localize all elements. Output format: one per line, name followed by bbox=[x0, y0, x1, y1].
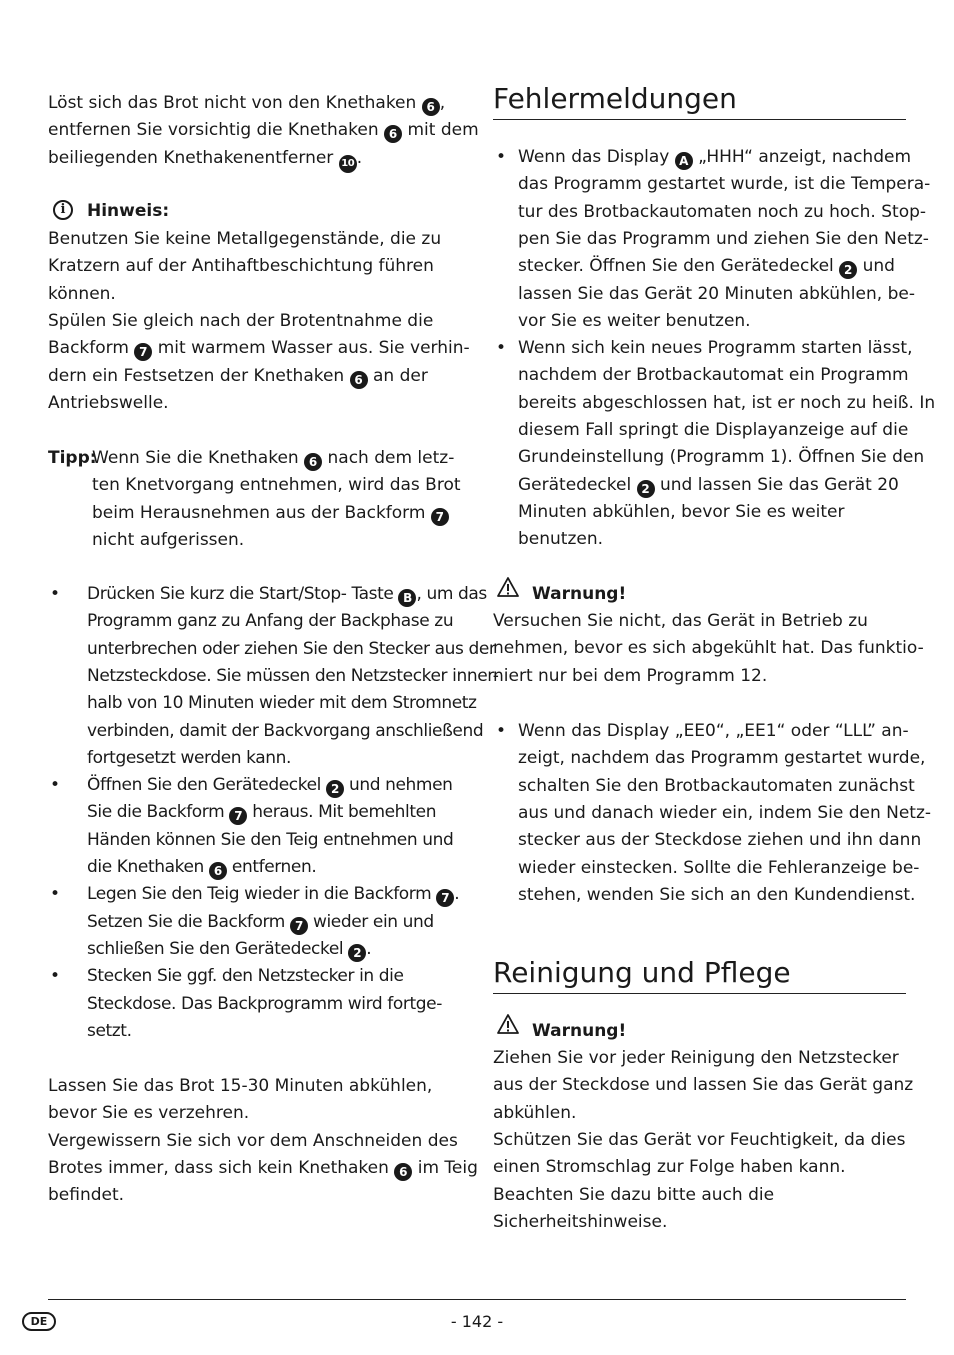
text-line bbox=[87, 611, 453, 631]
text-segment: Schützen Sie das Gerät vor Feuchtigkeit, da dies bbox=[493, 1129, 906, 1150]
text-line bbox=[518, 803, 931, 823]
reference-number-icon: 2 bbox=[326, 780, 344, 798]
text-segment: Versuchen Sie nicht, das Gerät in Betrieb zu bbox=[493, 611, 868, 631]
text-line bbox=[87, 994, 442, 1014]
text-line bbox=[518, 776, 915, 796]
text-line bbox=[48, 256, 434, 276]
text-segment: Wenn sich kein neues Programm starten lässt, bbox=[518, 338, 913, 359]
text-line bbox=[48, 1185, 124, 1205]
reference-number-icon: 6 bbox=[394, 1163, 412, 1181]
text-line bbox=[87, 966, 404, 986]
text-line bbox=[493, 1212, 667, 1232]
reference-number-icon: 2 bbox=[839, 261, 857, 279]
text-segment: wieder ein und bbox=[307, 911, 434, 932]
reference-number-icon: 2 bbox=[637, 480, 655, 498]
text-segment: stecker. Öffnen Sie den Gerätedeckel bbox=[518, 256, 840, 277]
text-segment: Sie die Backform bbox=[87, 802, 230, 823]
warning-title-2: Warnung! bbox=[532, 1021, 627, 1041]
language-badge: DE bbox=[22, 1312, 56, 1331]
reference-number-icon: 7 bbox=[229, 807, 247, 825]
text-segment: Brotes immer, dass sich kein Knethaken bbox=[48, 1157, 395, 1178]
text-line bbox=[87, 748, 291, 768]
text-line bbox=[518, 447, 924, 467]
text-segment: Löst sich das Brot nicht von den Knethaken bbox=[48, 93, 422, 113]
text-segment: Drücken Sie kurz die Start/Stop- Taste bbox=[87, 584, 399, 604]
text-line bbox=[493, 1130, 905, 1150]
text-line bbox=[92, 503, 449, 523]
text-segment: niert nur bei dem Programm 12. bbox=[493, 665, 768, 686]
text-segment: Minuten abkühlen, bevor Sie es weiter bbox=[518, 501, 845, 522]
bullet-marker: • bbox=[50, 584, 61, 604]
reference-number-icon: 6 bbox=[350, 371, 368, 389]
text-line bbox=[493, 1185, 774, 1205]
warning-icon bbox=[497, 577, 519, 597]
text-segment: Händen können Sie den Teig entnehmen und bbox=[87, 829, 454, 850]
text-segment: beim Herausnehmen aus der Backform bbox=[92, 502, 431, 523]
text-segment: benutzen. bbox=[518, 529, 604, 550]
text-segment: Stecken Sie ggf. den Netzstecker in die bbox=[87, 966, 404, 987]
text-line bbox=[48, 1076, 432, 1096]
text-line bbox=[87, 721, 483, 741]
text-line bbox=[48, 148, 362, 168]
text-line bbox=[518, 420, 908, 440]
text-line bbox=[48, 229, 441, 249]
text-line bbox=[493, 638, 924, 658]
text-segment: Wenn Sie die Knethaken bbox=[92, 448, 305, 468]
text-segment: Lassen Sie das Brot 15-30 Minuten abkühlen, bbox=[48, 1076, 433, 1096]
text-segment: , bbox=[439, 93, 446, 113]
text-segment: aus und danach wieder ein, indem Sie den Netz- bbox=[518, 802, 932, 823]
text-line bbox=[518, 721, 909, 741]
text-line bbox=[87, 939, 371, 959]
text-line bbox=[518, 885, 915, 905]
text-segment: Kratzern auf der Antihaftbeschichtung führen bbox=[48, 256, 434, 277]
text-segment: halb von 10 Minuten wieder mit dem Stromnetz bbox=[87, 693, 477, 714]
page-number: - 142 - bbox=[450, 1312, 504, 1331]
reference-number-icon: 6 bbox=[384, 125, 402, 143]
tip-label: Tipp: bbox=[48, 448, 97, 468]
text-line bbox=[493, 611, 868, 631]
text-segment: Wenn das Display bbox=[518, 147, 675, 167]
text-line bbox=[518, 147, 911, 167]
reference-number-icon: 6 bbox=[304, 453, 322, 471]
text-segment: diesem Fall springt die Displayanzeige auf die bbox=[518, 420, 909, 440]
text-segment: aus der Steckdose und lassen Sie das Gerät ganz bbox=[493, 1075, 914, 1096]
text-line bbox=[87, 584, 487, 604]
text-segment: Netzsteckdose. Sie müssen den Netzstecker inner- bbox=[87, 665, 499, 686]
text-segment: heraus. Mit bemehlten bbox=[247, 802, 437, 823]
text-segment: Programm ganz zu Anfang der Backphase zu bbox=[87, 611, 454, 632]
text-line bbox=[518, 748, 925, 768]
text-line bbox=[518, 830, 921, 850]
text-line bbox=[87, 666, 499, 686]
text-line bbox=[493, 1048, 899, 1068]
text-segment: mit dem bbox=[402, 120, 479, 141]
text-segment: Backform bbox=[48, 338, 135, 359]
text-segment: beiliegenden Knethakenentferner bbox=[48, 147, 339, 168]
text-line bbox=[48, 120, 479, 140]
text-segment: dern ein Festsetzen der Knethaken bbox=[48, 365, 350, 386]
text-segment: entfernen Sie vorsichtig die Knethaken bbox=[48, 120, 385, 141]
text-segment: Gerätedeckel bbox=[518, 474, 637, 495]
text-segment: und nehmen bbox=[343, 775, 453, 796]
text-segment: stehen, wenden Sie sich an den Kundendienst. bbox=[518, 884, 916, 905]
text-segment: das Programm gestartet wurde, ist die Tempera- bbox=[518, 174, 931, 195]
reference-number-icon: 7 bbox=[134, 343, 152, 361]
reference-number-icon: 7 bbox=[436, 889, 454, 907]
heading-rule bbox=[493, 119, 906, 120]
text-segment: unterbrechen oder ziehen Sie den Stecker aus der bbox=[87, 638, 496, 659]
reference-number-icon: 6 bbox=[209, 862, 227, 880]
text-segment: Ziehen Sie vor jeder Reinigung den Netzstecker bbox=[493, 1048, 899, 1068]
text-segment: Steckdose. Das Backprogramm wird fortge- bbox=[87, 993, 442, 1014]
text-segment: Benutzen Sie keine Metallgegenstände, die zu bbox=[48, 229, 442, 249]
text-segment: tur des Brotbackautomaten noch zu hoch. Stop- bbox=[518, 201, 927, 222]
text-line bbox=[87, 912, 434, 932]
text-segment: Legen Sie den Teig wieder in die Backform bbox=[87, 884, 437, 905]
text-line bbox=[518, 502, 845, 522]
text-segment: setzt. bbox=[87, 1020, 132, 1041]
reference-number-icon: 7 bbox=[431, 508, 449, 526]
text-segment: können. bbox=[48, 283, 116, 304]
text-segment: ten Knetvorgang entnehmen, wird das Brot bbox=[92, 475, 461, 496]
text-segment: schalten Sie den Brotbackautomaten zunächst bbox=[518, 775, 915, 796]
text-line bbox=[48, 1158, 478, 1178]
reference-number-icon: 10 bbox=[339, 155, 357, 173]
text-line bbox=[493, 666, 767, 686]
text-line bbox=[518, 529, 603, 549]
text-segment: im Teig bbox=[412, 1157, 478, 1178]
text-line bbox=[48, 366, 428, 386]
text-segment: nehmen, bevor es sich abgekühlt hat. Das funktio- bbox=[493, 638, 924, 659]
text-line bbox=[48, 338, 470, 358]
text-line bbox=[48, 311, 433, 331]
text-segment: Öffnen Sie den Gerätedeckel bbox=[87, 775, 326, 796]
warning-icon bbox=[497, 1014, 519, 1034]
text-line bbox=[518, 202, 926, 222]
bullet-marker: • bbox=[50, 884, 61, 905]
text-segment: nachdem der Brotbackautomat ein Programm bbox=[518, 365, 909, 386]
text-segment: . bbox=[454, 884, 460, 905]
reference-number-icon: A bbox=[675, 152, 693, 170]
text-line bbox=[518, 174, 930, 194]
reference-number-icon: B bbox=[398, 589, 416, 607]
text-line bbox=[87, 1021, 132, 1041]
footer-rule bbox=[48, 1299, 906, 1300]
text-line bbox=[87, 802, 436, 822]
text-segment: und bbox=[857, 256, 895, 277]
info-icon: i bbox=[53, 200, 73, 220]
text-segment: Beachten Sie dazu bitte auch die bbox=[493, 1184, 775, 1205]
text-line bbox=[518, 858, 919, 878]
text-segment: vor Sie es weiter benutzen. bbox=[518, 310, 751, 331]
text-line bbox=[87, 857, 316, 877]
text-segment: befindet. bbox=[48, 1185, 125, 1206]
bullet-marker: • bbox=[496, 147, 507, 167]
text-line bbox=[92, 448, 454, 468]
text-segment: bevor Sie es verzehren. bbox=[48, 1103, 250, 1124]
heading-fehlermeldungen: Fehlermeldungen bbox=[493, 82, 737, 115]
text-line bbox=[518, 311, 751, 331]
text-segment: pen Sie das Programm und ziehen Sie den Netz- bbox=[518, 228, 929, 249]
text-segment: mit warmem Wasser aus. Sie verhin- bbox=[152, 338, 470, 359]
bullet-marker: • bbox=[496, 721, 507, 741]
text-segment: nach dem letz- bbox=[322, 448, 455, 468]
reference-number-icon: 7 bbox=[290, 917, 308, 935]
text-segment: Setzen Sie die Backform bbox=[87, 911, 290, 932]
warning-title: Warnung! bbox=[532, 584, 627, 604]
heading-reinigung: Reinigung und Pflege bbox=[493, 956, 791, 989]
text-line bbox=[92, 530, 244, 550]
text-segment: abkühlen. bbox=[493, 1102, 577, 1123]
text-segment: stecker aus der Steckdose ziehen und ihn dann bbox=[518, 830, 922, 851]
text-segment: einen Stromschlag zur Folge haben kann. bbox=[493, 1157, 846, 1178]
text-segment: Antriebswelle. bbox=[48, 392, 169, 413]
reference-number-icon: 6 bbox=[422, 98, 440, 116]
text-segment: bereits abgeschlossen hat, ist er noch zu heiß. In bbox=[518, 392, 936, 413]
text-segment: lassen Sie das Gerät 20 Minuten abkühlen, be- bbox=[518, 283, 915, 304]
text-line bbox=[87, 884, 459, 904]
text-line bbox=[493, 1075, 913, 1095]
text-line bbox=[87, 830, 453, 850]
reference-number-icon: 2 bbox=[348, 944, 366, 962]
text-line bbox=[518, 284, 915, 304]
text-line bbox=[48, 284, 116, 304]
bullet-marker: • bbox=[50, 775, 61, 796]
text-segment: Vergewissern Sie sich vor dem Anschneiden des bbox=[48, 1130, 458, 1151]
text-segment: die Knethaken bbox=[87, 857, 209, 877]
bullet-marker: • bbox=[50, 966, 61, 987]
heading-rule-2 bbox=[493, 993, 906, 994]
text-line bbox=[493, 1103, 576, 1123]
text-line bbox=[518, 393, 935, 413]
text-segment: Spülen Sie gleich nach der Brotentnahme die bbox=[48, 310, 434, 331]
text-line bbox=[518, 338, 913, 358]
text-line bbox=[92, 475, 461, 495]
text-segment: Sicherheitshinweise. bbox=[493, 1211, 668, 1232]
text-line bbox=[87, 639, 496, 659]
text-line bbox=[48, 393, 169, 413]
text-line bbox=[518, 475, 899, 495]
text-line bbox=[48, 1103, 249, 1123]
text-segment: und lassen Sie das Gerät 20 bbox=[654, 474, 899, 495]
text-line bbox=[48, 1131, 458, 1151]
text-segment: , um das bbox=[416, 584, 487, 604]
text-segment: Wenn das Display „EE0“, „EE1“ oder “LLL” an- bbox=[518, 721, 909, 741]
text-segment: zeigt, nachdem das Programm gestartet wurde, bbox=[518, 748, 926, 769]
text-segment: wieder einstecken. Sollte die Fehleranzeige be- bbox=[518, 857, 920, 878]
text-segment: entfernen. bbox=[226, 857, 317, 877]
text-line bbox=[518, 256, 895, 276]
text-segment: Grundeinstellung (Programm 1). Öffnen Sie den bbox=[518, 447, 925, 468]
text-segment: schließen Sie den Gerätedeckel bbox=[87, 938, 349, 959]
text-segment: an der bbox=[367, 365, 428, 386]
text-line bbox=[87, 775, 453, 795]
text-line bbox=[518, 365, 909, 385]
text-segment: . bbox=[356, 147, 363, 168]
text-segment: nicht aufgerissen. bbox=[92, 529, 245, 550]
text-segment: „HHH“ anzeigt, nachdem bbox=[692, 147, 912, 167]
bullet-marker: • bbox=[496, 338, 507, 359]
text-segment: fortgesetzt werden kann. bbox=[87, 747, 292, 768]
text-line bbox=[48, 93, 445, 113]
text-line bbox=[493, 1157, 846, 1177]
text-line bbox=[518, 229, 929, 249]
hint-title: Hinweis: bbox=[87, 201, 170, 221]
text-segment: . bbox=[366, 938, 372, 959]
text-line bbox=[87, 693, 477, 713]
text-segment: verbinden, damit der Backvorgang anschließend bbox=[87, 720, 484, 741]
